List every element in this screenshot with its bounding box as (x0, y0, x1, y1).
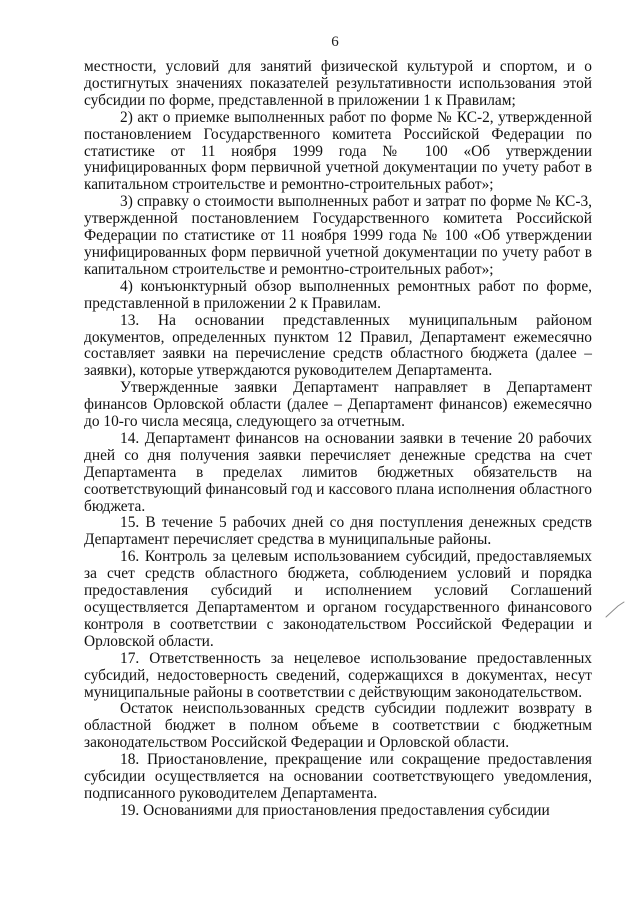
paragraph-continuation: местности, условий для занятий физической культурой и спортом, и о достигнутых значениях показателей результативности использования этой субсидии по форме, представленной в приложении 1 к Правилам; (84, 58, 592, 109)
paragraph-approved-requests: Утвержденные заявки Департамент направляет в Департамент финансов Орловской области (далее – Департамент финансов) ежемесячно до 10-го числа месяца, следующего за отчетным. (84, 379, 592, 431)
paragraph-clause-17: 17. Ответственность за нецелевое использование предоставленных субсидий, недостоверность сведений, содержащихся в документах, несут муниципальные районы в соответствии с действующим законодательством. (84, 649, 592, 701)
paragraph-clause-15: 15. В течение 5 рабочих дней со дня поступления денежных средств Департамент перечисляет средства в муниципальные районы. (84, 514, 592, 549)
paragraph-item-4: 4) конъюнктурный обзор выполненных ремонтных работ по форме, представленной в приложении 2 к Правилам. (84, 277, 592, 312)
paragraph-clause-13: 13. На основании представленных муниципальным районом документов, определенных пунктом 12 Правил, Департамент ежемесячно составляет заявки на перечисление средств областного бюджета (далее – заявки), которые утверждаются руководителем Департамента. (84, 311, 592, 380)
page-number: 6 (331, 34, 339, 50)
paragraph-clause-16: 16. Контроль за целевым использованием субсидий, предоставляемых за счет средств областного бюджета, соблюдением условий и порядка предоставления субсидий и исполнением условий Соглашений осуществляется Департаментом и органом государственного финансового контроля в соответствии с законодательством Российской Федерации и Орловской области. (84, 548, 592, 650)
paragraph-unused-balance: Остаток неиспользованных средств субсидии подлежит возврату в областной бюджет в полном объеме в соответствии с бюджетным законодательством Российской Федерации и Орловской области. (84, 700, 592, 752)
paragraph-clause-19: 19. Основаниями для приостановления предоставления субсидии (120, 801, 550, 819)
paragraph-clause-14: 14. Департамент финансов на основании заявки в течение 20 рабочих дней со дня получения заявки перечисляет денежные средства на счет Департамента в пределах лимитов бюджетных обязательств на соответствующий финансовый год и кассового плана исполнения областного бюджета. (84, 429, 592, 515)
paragraph-item-3: 3) справку о стоимости выполненных работ и затрат по форме № КС-3, утвержденной постановлением Государственного комитета Российской Федерации по статистике от 11 ноября 1999 года № 100 «Об утверждении унифицированных форм первичной учетной документации по учету работ в капитальном строительстве и ремонтно-строительных работ»; (84, 193, 592, 278)
margin-pen-mark (604, 600, 626, 620)
paragraph-item-2: 2) акт о приемке выполненных работ по форме № КС-2, утвержденной постановлением Государственного комитета Российской Федерации по статистике от 11 ноября 1999 года № 100 «Об утверждении унифицированных форм первичной учетной документации по учету работ в капитальном строительстве и ремонтно-строительных работ»; (84, 108, 592, 194)
paragraph-clause-18: 18. Приостановление, прекращение или сокращение предоставления субсидии осуществляется на основании соответствующего уведомления, подписанного руководителем Департамента. (84, 751, 592, 802)
document-body (84, 59, 592, 820)
